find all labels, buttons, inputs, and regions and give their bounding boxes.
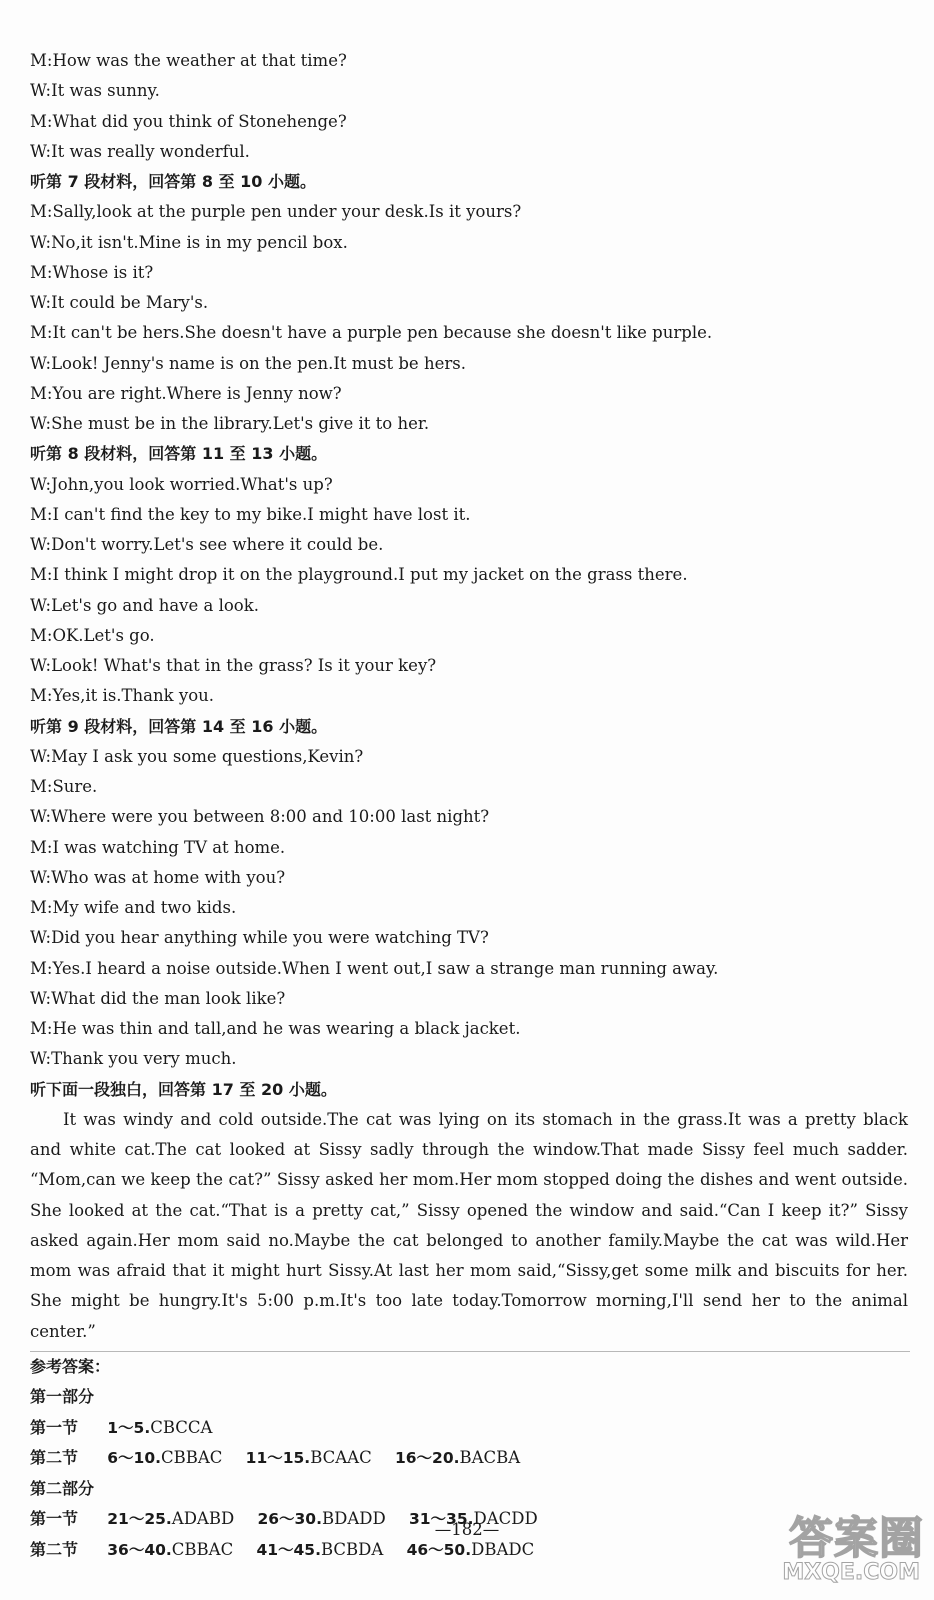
dialogue-block-7: [30, 197, 910, 439]
dialogue-line: M:I think I might drop it on the playground.I put my jacket on the grass there.: [30, 565, 688, 585]
answer-letters: BACBA: [459, 1448, 521, 1468]
answer-row-label: 第二节: [30, 1539, 79, 1559]
answer-letters: ADABD: [171, 1509, 235, 1529]
answer-letters: BCAAC: [310, 1448, 372, 1468]
answer-item: [395, 1443, 520, 1474]
dialogue-line: W:Where were you between 8:00 and 10:00 last night?: [30, 807, 490, 827]
answer-row-label: 第一节: [30, 1417, 79, 1437]
answer-letters: DBADC: [471, 1539, 535, 1559]
answer-row-label: 第二节: [30, 1448, 79, 1468]
answer-letters: DACDD: [473, 1509, 538, 1529]
answer-range: 6～10.: [107, 1449, 161, 1468]
dialogue-line: M:Whose is it?: [30, 262, 154, 282]
answer-range: 1～5.: [107, 1418, 151, 1437]
answer-range: 21～25.: [107, 1510, 172, 1529]
dialogue-line: W:It was really wonderful.: [30, 141, 250, 161]
dialogue-block-9: [30, 742, 910, 1075]
section-heading-8: 听第 8 段材料，回答第 11 至 13 小题。: [30, 444, 328, 464]
answer-key-title: 参考答案：: [30, 1356, 111, 1376]
dialogue-line: M:I can't find the key to my bike.I might have lost it.: [30, 504, 471, 524]
dialogue-line: M:Sure.: [30, 777, 98, 796]
answer-range: 46～50.: [406, 1540, 472, 1559]
answer-letters: CBCCA: [150, 1417, 213, 1437]
answer-item: [407, 1535, 535, 1566]
answer-range: 26～30.: [257, 1510, 322, 1529]
dialogue-line: M:It can't be hers.She doesn't have a purple pen because she doesn't like purple.: [30, 323, 713, 343]
answer-range: 36～40.: [107, 1540, 172, 1559]
dialogue-line: W:No,it isn't.Mine is in my pencil box.: [30, 232, 348, 252]
transcript-content: [30, 46, 910, 1565]
page-number: —182—: [434, 1520, 500, 1539]
dialogue-block-a: [30, 46, 910, 167]
dialogue-line: M:My wife and two kids.: [30, 898, 237, 917]
answer-row-label: 第一节: [30, 1509, 79, 1529]
dialogue-line: M:Yes,it is.Thank you.: [30, 686, 214, 706]
answer-item: [107, 1413, 212, 1444]
answer-letters: BCBDA: [320, 1539, 384, 1559]
answer-range: 41～45.: [256, 1540, 321, 1559]
dialogue-line: W:Let's go and have a look.: [30, 595, 259, 615]
dialogue-line: M:OK.Let's go.: [30, 625, 155, 645]
dialogue-block-8: [30, 470, 910, 712]
answer-item: [107, 1443, 222, 1474]
answer-item: [246, 1443, 372, 1474]
answer-letters: BDADD: [321, 1509, 386, 1529]
watermark: [759, 1500, 924, 1592]
dialogue-line: W:It could be Mary's.: [30, 293, 209, 312]
dialogue-line: M:How was the weather at that time?: [30, 51, 347, 70]
answer-range: 11～15.: [245, 1449, 311, 1468]
answer-range: 16～20.: [394, 1449, 460, 1468]
dialogue-line: W:What did the man look like?: [30, 988, 286, 1008]
dialogue-line: M:Yes.I heard a noise outside.When I went out,I saw a strange man running away.: [30, 958, 719, 978]
dialogue-line: W:Thank you very much.: [30, 1049, 237, 1069]
section-heading-7: 听第 7 段材料，回答第 8 至 10 小题。: [30, 172, 316, 191]
section-heading-monologue: 听下面一段独白，回答第 17 至 20 小题。: [30, 1079, 337, 1099]
dialogue-line: W:It was sunny.: [30, 81, 160, 101]
answer-item: [107, 1535, 233, 1566]
answer-item: [256, 1535, 383, 1566]
section-heading-9: 听第 9 段材料，回答第 14 至 16 小题。: [30, 716, 328, 736]
dialogue-line: M:I was watching TV at home.: [30, 837, 286, 857]
dialogue-line: M:What did you think of Stonehenge?: [30, 111, 347, 131]
dialogue-line: W:John,you look worried.What's up?: [30, 474, 333, 494]
dialogue-line: W:May I ask you some questions,Kevin?: [30, 746, 364, 766]
dialogue-line: W:Who was at home with you?: [30, 867, 286, 887]
dialogue-line: W:Look! What's that in the grass? Is it your key?: [30, 656, 437, 675]
dialogue-line: W:Don't worry.Let's see where it could be.: [30, 535, 384, 554]
part-one-heading: 第一部分: [30, 1387, 95, 1407]
dialogue-line: M:You are right.Where is Jenny now?: [30, 383, 342, 403]
part-two-heading: 第二部分: [30, 1478, 95, 1498]
watermark-logo: 答案圈: [789, 1513, 924, 1564]
answer-row: [30, 1413, 910, 1444]
dialogue-line: W:Did you hear anything while you were watching TV?: [30, 928, 489, 948]
dialogue-line: M:Sally,look at the purple pen under your desk.Is it yours?: [30, 202, 522, 222]
answer-letters: CBBAC: [161, 1448, 223, 1468]
watermark-url: MXQE.COM: [782, 1560, 920, 1585]
dialogue-line: W:She must be in the library.Let's give it to her.: [30, 414, 430, 433]
answer-row: [30, 1443, 910, 1474]
answer-range: 31～35.: [408, 1510, 474, 1529]
monologue-paragraph: It was windy and cold outside.The cat was lying on its stomach in the grass.It was a pretty black and white cat.The cat looked at Sissy sadly through the window.That made Sissy feel much sadder. “Mom,can we keep the cat?” Sissy asked her mom.Her mom stopped doing the dishes and went outside. She looked at the cat.“That is a pretty cat,” Sissy opened the window and said.“Can I keep it?” Sissy asked again.Her mom said no.Maybe the cat belonged to another family.Maybe the cat was wild.Her mom was afraid that it might hurt Sissy.At last her mom said,“Sissy,get some milk and biscuits for her. She might be hungry.It's 5:00 p.m.It's too late today.Tomorrow morning,I'll send her to the animal center.”: [30, 1109, 908, 1341]
answer-letters: CBBAC: [171, 1539, 234, 1559]
dialogue-line: W:Look! Jenny's name is on the pen.It must be hers.: [30, 353, 466, 373]
dialogue-line: M:He was thin and tall,and he was wearing a black jacket.: [30, 1019, 521, 1038]
